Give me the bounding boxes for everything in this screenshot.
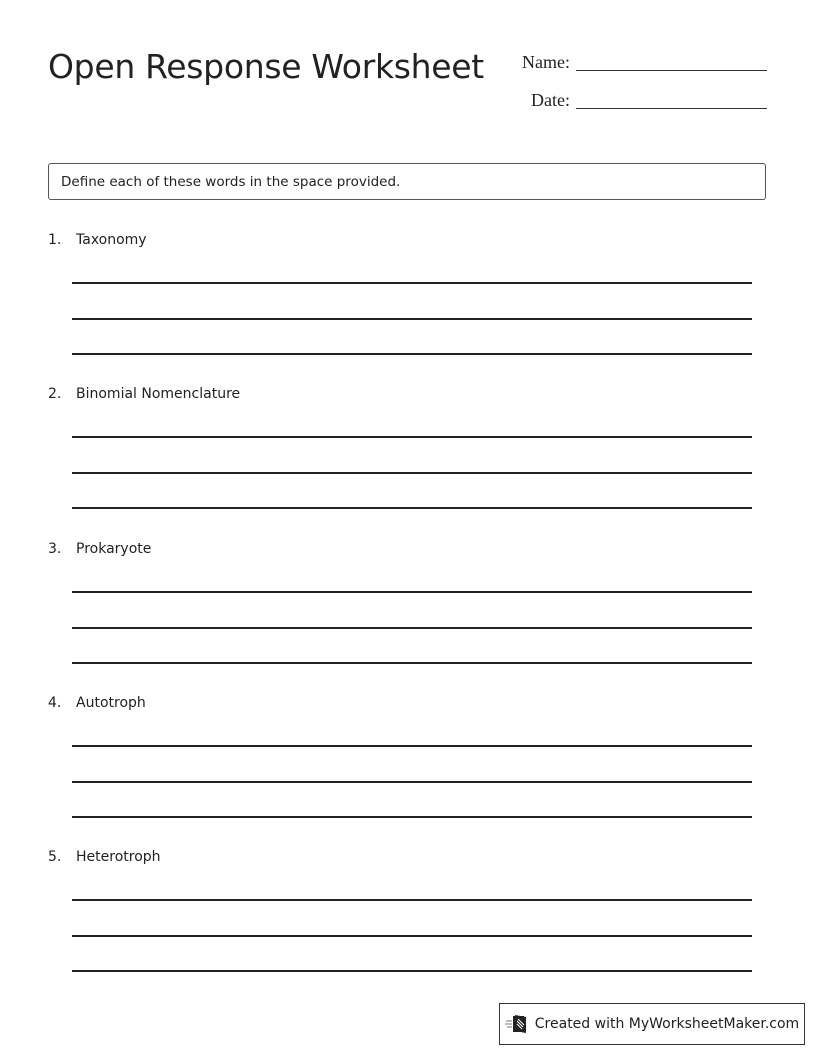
answer-line-1[interactable]	[72, 591, 752, 593]
question-number: 1.	[48, 232, 62, 248]
question-term: Prokaryote	[76, 541, 152, 557]
question-term: Binomial Nomenclature	[76, 386, 241, 402]
date-blank-line[interactable]	[576, 107, 767, 109]
answer-line-1[interactable]	[72, 436, 752, 438]
answer-line-2[interactable]	[72, 935, 752, 937]
answer-line-3[interactable]	[72, 353, 752, 355]
answer-line-2[interactable]	[72, 781, 752, 783]
name-label: Name:	[522, 52, 570, 72]
question-term: Autotroph	[76, 695, 146, 711]
answer-line-1[interactable]	[72, 282, 752, 284]
date-field-row	[510, 90, 767, 111]
question-number: 3.	[48, 541, 62, 557]
name-blank-line[interactable]	[576, 69, 767, 71]
answer-line-3[interactable]	[72, 816, 752, 818]
question-number: 2.	[48, 386, 62, 402]
created-with-badge[interactable]	[499, 1003, 805, 1045]
answer-line-1[interactable]	[72, 745, 752, 747]
question-4	[48, 695, 768, 711]
question-5	[48, 849, 768, 865]
answer-line-2[interactable]	[72, 318, 752, 320]
worksheet-maker-logo-icon	[505, 1013, 529, 1035]
instructions-box	[48, 163, 766, 200]
name-field-row	[510, 52, 767, 73]
question-term: Taxonomy	[76, 232, 147, 248]
answer-line-3[interactable]	[72, 507, 752, 509]
instructions-text: Define each of these words in the space provided.	[61, 173, 401, 190]
footer-text: Created with MyWorksheetMaker.com	[534, 1016, 800, 1032]
answer-line-3[interactable]	[72, 970, 752, 972]
question-number: 5.	[48, 849, 62, 865]
question-2	[48, 386, 768, 402]
page-title: Open Response Worksheet	[48, 47, 484, 86]
answer-line-3[interactable]	[72, 662, 752, 664]
answer-line-2[interactable]	[72, 627, 752, 629]
question-number: 4.	[48, 695, 62, 711]
question-term: Heterotroph	[76, 849, 161, 865]
answer-line-1[interactable]	[72, 899, 752, 901]
question-3	[48, 541, 768, 557]
question-1	[48, 232, 768, 248]
date-label: Date:	[531, 90, 570, 110]
answer-line-2[interactable]	[72, 472, 752, 474]
